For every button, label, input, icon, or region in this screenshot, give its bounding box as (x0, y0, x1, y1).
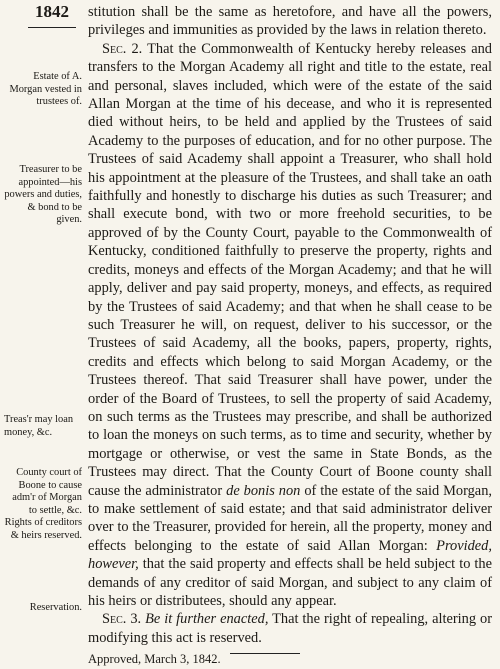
proviso-phrase: Provided, however, (88, 537, 492, 573)
section-3-enactment: Be it further enacted, (145, 611, 269, 628)
section-3-text: That the right of repealing, altering or modifying this act is reserved. (88, 611, 492, 646)
margin-note-reservation: Reservation. (29, 602, 82, 613)
continuation-paragraph: stitution shall be the same as heretofore, and have all the powers, privileges and immunities as provided by the laws in relation thereto. (88, 4, 492, 39)
margin-note-county-court: County court of Boone to cause adm'r of Morgan to settle, &c. Rights of creditors & heirs reserved. (4, 467, 82, 541)
header-rule (28, 27, 76, 28)
section-3-paragraph (88, 610, 492, 647)
section-3-label: Sec. 3. (102, 611, 142, 628)
margin-note-loan: Treas'r may loan money, &c. (4, 414, 74, 438)
page-year: 1842 (35, 2, 69, 21)
section-2-text-2: of the estate of the said Morgan, to make settlement of said estate; and that said administrator deliver over to the Treasurer, provided for herein, all the property, money and effects belonging to the estate of said Allan Morgan: (88, 482, 492, 554)
section-2-label: Sec. 2. (102, 40, 143, 57)
latin-phrase: de bonis non (226, 482, 301, 499)
section-2-text-3: that the said property and effects shall be held subject to the demands of any creditor of said Morgan, and subject to any claim of his heirs or distributees, should any appear. (88, 556, 492, 609)
section-2-text: That the Commonwealth of Kentucky hereby releases and transfers to the Morgan Academy all right and title to the estate, real and personal, slaves included, which were of the estate of the said Allan Morgan at the time of his decease, and who it is represented died without heirs, to be held and applied by the Trustees of said Academy to the purposes of education, and for no other purpose. The Trustees of said Academy shall appoint a Treasurer, who shall hold his appointment at the pleasure of the Trustees, and shall take an oath faithfully and honestly to discharge his duties as such Treasurer; and shall execute bond, with two or more freehold securities, to be approved of by the County Court, payable to the Commonwealth of Kentucky, conditioned faithfully to preserve the property, rights and credits, moneys and effects of the Morgan Academy; and that he will apply, deliver and pay said property, moneys, and effects, as required by the Trustees of said Academy; and that when he shall cease to be such Treasurer he will, on request, deliver to his successor, or the Trustees of said Academy, all the books, papers, property, rights, credits and effects which belong to said Morgan Academy, or the Trustees thereof. That said Treasurer shall have power, under the order of the Board of Trustees, to sell the property of said Academy, on such terms as the Trustees may prescribe, and shall be authorized to loan the moneys on such terms, as to time and security, whether by mortgage or otherwise, or vest the same in State Bonds, as the Trustees may direct. That the County Court of Boone county shall cause the administrator (88, 40, 492, 499)
footer-rule (230, 653, 300, 654)
approval-line: Approved, March 3, 1842. (88, 652, 221, 667)
margin-note-estate: Estate of A. Morgan vested in trustees of. (9, 71, 82, 108)
margin-note-treasurer: Treasurer to be appointed—his powers and duties, & bond to be given. (4, 164, 82, 226)
document-body (88, 3, 492, 669)
section-2-paragraph (88, 40, 492, 611)
